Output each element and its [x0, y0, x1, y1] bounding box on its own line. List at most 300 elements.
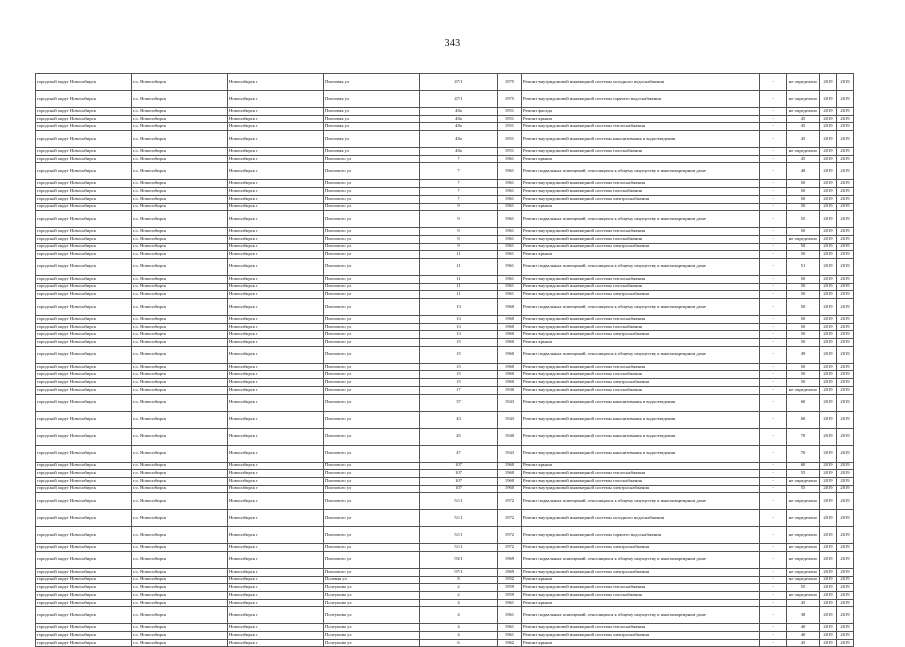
- start-year-cell: 2019: [820, 283, 837, 291]
- year-built-cell: 1972: [498, 510, 522, 527]
- dash-cell: -: [760, 131, 787, 148]
- municipal-district-cell: городской округ Новосибирск: [36, 195, 132, 203]
- municipal-district-cell: городской округ Новосибирск: [36, 470, 132, 478]
- street-cell: Пихтового ул: [324, 331, 420, 339]
- cost-cell: 70: [787, 428, 820, 445]
- start-year-cell: 2019: [820, 235, 837, 243]
- street-cell: Пихтовая ул: [324, 91, 420, 108]
- cost-cell: 55: [787, 470, 820, 478]
- table-row: [36, 379, 854, 387]
- house-number-cell: 51/1: [420, 510, 498, 527]
- settlement-cell: Новосибирск г: [228, 363, 324, 371]
- start-year-cell: 2019: [820, 371, 837, 379]
- house-number-cell: 45: [420, 428, 498, 445]
- settlement-cell: Новосибирск г: [228, 251, 324, 259]
- work-type-cell: Ремонт внутридомовой инженерной системы теплоснабжения: [522, 123, 760, 131]
- municipality-cell: г.о. Новосибирск: [132, 148, 228, 156]
- start-year-cell: 2019: [820, 275, 837, 283]
- municipal-district-cell: городской округ Новосибирск: [36, 275, 132, 283]
- house-number-cell: 51/1: [420, 527, 498, 544]
- street-cell: Пихтовая ул: [324, 123, 420, 131]
- dash-cell: -: [760, 188, 787, 196]
- table-row: [36, 115, 854, 123]
- municipality-cell: г.о. Новосибирск: [132, 188, 228, 196]
- cost-cell: 45: [787, 123, 820, 131]
- settlement-cell: Новосибирск г: [228, 243, 324, 251]
- start-year-cell: 2019: [820, 211, 837, 228]
- table-row: [36, 527, 854, 544]
- settlement-cell: Новосибирск г: [228, 211, 324, 228]
- start-year-cell: 2019: [820, 131, 837, 148]
- house-number-cell: 11: [420, 251, 498, 259]
- table-row: [36, 251, 854, 259]
- work-type-cell: Ремонт фасада: [522, 108, 760, 116]
- start-year-cell: 2019: [820, 607, 837, 624]
- municipality-cell: г.о. Новосибирск: [132, 155, 228, 163]
- cost-cell: 70: [787, 445, 820, 462]
- table-row: [36, 363, 854, 371]
- municipal-district-cell: городской округ Новосибирск: [36, 203, 132, 211]
- municipal-district-cell: городской округ Новосибирск: [36, 180, 132, 188]
- start-year-cell: 2019: [820, 584, 837, 592]
- house-number-cell: 48а: [420, 131, 498, 148]
- work-type-cell: Ремонт внутридомовой инженерной системы электроснабжения: [522, 331, 760, 339]
- year-built-cell: 1961: [498, 188, 522, 196]
- cost-cell: не определено: [787, 527, 820, 544]
- dash-cell: -: [760, 527, 787, 544]
- end-year-cell: 2019: [837, 331, 854, 339]
- dash-cell: -: [760, 331, 787, 339]
- house-number-cell: 47/1: [420, 74, 498, 91]
- settlement-cell: Новосибирск г: [228, 258, 324, 275]
- settlement-cell: Новосибирск г: [228, 445, 324, 462]
- house-number-cell: 51/1: [420, 493, 498, 510]
- cost-cell: 50: [787, 180, 820, 188]
- cost-cell: 50: [787, 331, 820, 339]
- settlement-cell: Новосибирск г: [228, 331, 324, 339]
- dash-cell: -: [760, 74, 787, 91]
- dash-cell: -: [760, 544, 787, 552]
- municipality-cell: г.о. Новосибирск: [132, 291, 228, 299]
- year-built-cell: 1961: [498, 291, 522, 299]
- municipality-cell: г.о. Новосибирск: [132, 339, 228, 347]
- end-year-cell: 2019: [837, 599, 854, 607]
- work-type-cell: Ремонт внутридомовой инженерной системы электроснабжения: [522, 243, 760, 251]
- cost-cell: не определено: [787, 91, 820, 108]
- year-built-cell: 1961: [498, 195, 522, 203]
- street-cell: Пихтового ул: [324, 527, 420, 544]
- cost-cell: 50: [787, 371, 820, 379]
- year-built-cell: 1960: [498, 323, 522, 331]
- start-year-cell: 2019: [820, 180, 837, 188]
- start-year-cell: 2019: [820, 632, 837, 640]
- cost-cell: не определено: [787, 510, 820, 527]
- work-type-cell: Ремонт внутридомовой инженерной системы горячего водоснабжения: [522, 527, 760, 544]
- start-year-cell: 2019: [820, 544, 837, 552]
- municipal-district-cell: городской округ Новосибирск: [36, 485, 132, 493]
- cost-cell: 50: [787, 299, 820, 316]
- municipal-district-cell: городской округ Новосибирск: [36, 243, 132, 251]
- start-year-cell: 2019: [820, 493, 837, 510]
- street-cell: Полтунова ул: [324, 584, 420, 592]
- municipal-district-cell: городской округ Новосибирск: [36, 445, 132, 462]
- dash-cell: -: [760, 258, 787, 275]
- house-number-cell: 47: [420, 445, 498, 462]
- year-built-cell: 1961: [498, 180, 522, 188]
- municipality-cell: г.о. Новосибирск: [132, 115, 228, 123]
- cost-cell: 45: [787, 599, 820, 607]
- cost-cell: 60: [787, 394, 820, 411]
- house-number-cell: 9: [420, 243, 498, 251]
- municipality-cell: г.о. Новосибирск: [132, 624, 228, 632]
- work-type-cell: Ремонт крыши: [522, 339, 760, 347]
- house-number-cell: 9: [420, 211, 498, 228]
- dash-cell: -: [760, 576, 787, 584]
- house-number-cell: 7: [420, 188, 498, 196]
- cost-cell: 60: [787, 411, 820, 428]
- municipality-cell: г.о. Новосибирск: [132, 299, 228, 316]
- house-number-cell: 93/1: [420, 551, 498, 568]
- cost-cell: не определено: [787, 568, 820, 576]
- year-built-cell: 1972: [498, 493, 522, 510]
- municipality-cell: г.о. Новосибирск: [132, 584, 228, 592]
- settlement-cell: Новосибирск г: [228, 339, 324, 347]
- house-number-cell: 11: [420, 258, 498, 275]
- street-cell: Пихтового ул: [324, 243, 420, 251]
- dash-cell: -: [760, 493, 787, 510]
- start-year-cell: 2019: [820, 527, 837, 544]
- municipality-cell: г.о. Новосибирск: [132, 108, 228, 116]
- work-type-cell: Ремонт внутридомовой инженерной системы электроснабжения: [522, 485, 760, 493]
- street-cell: Пихтового ул: [324, 299, 420, 316]
- cost-cell: 50: [787, 379, 820, 387]
- end-year-cell: 2019: [837, 211, 854, 228]
- start-year-cell: 2019: [820, 346, 837, 363]
- table-row: [36, 131, 854, 148]
- dash-cell: -: [760, 379, 787, 387]
- end-year-cell: 2019: [837, 74, 854, 91]
- end-year-cell: 2019: [837, 363, 854, 371]
- year-built-cell: 1972: [498, 544, 522, 552]
- municipality-cell: г.о. Новосибирск: [132, 123, 228, 131]
- work-type-cell: Ремонт внутридомовой инженерной системы электроснабжения: [522, 568, 760, 576]
- start-year-cell: 2019: [820, 228, 837, 236]
- dash-cell: -: [760, 163, 787, 180]
- table-row: [36, 291, 854, 299]
- work-type-cell: Ремонт внутридомовой инженерной системы теплоснабжения: [522, 180, 760, 188]
- table-row: [36, 211, 854, 228]
- cost-cell: 60: [787, 462, 820, 470]
- municipal-district-cell: городской округ Новосибирск: [36, 235, 132, 243]
- work-type-cell: Ремонт внутридомовой инженерной системы теплоснабжения: [522, 316, 760, 324]
- municipality-cell: г.о. Новосибирск: [132, 493, 228, 510]
- municipality-cell: г.о. Новосибирск: [132, 228, 228, 236]
- street-cell: Пихтового ул: [324, 323, 420, 331]
- start-year-cell: 2019: [820, 445, 837, 462]
- dash-cell: -: [760, 462, 787, 470]
- cost-cell: не определено: [787, 148, 820, 156]
- municipal-district-cell: городской округ Новосибирск: [36, 632, 132, 640]
- cost-cell: 45: [787, 131, 820, 148]
- house-number-cell: 9: [420, 228, 498, 236]
- cost-cell: 50: [787, 316, 820, 324]
- dash-cell: -: [760, 411, 787, 428]
- end-year-cell: 2019: [837, 243, 854, 251]
- house-number-cell: 17: [420, 386, 498, 394]
- dash-cell: -: [760, 108, 787, 116]
- municipal-district-cell: городской округ Новосибирск: [36, 477, 132, 485]
- end-year-cell: 2019: [837, 115, 854, 123]
- work-type-cell: Ремонт внутридомовой инженерной системы электроснабжения: [522, 544, 760, 552]
- year-built-cell: 1960: [498, 462, 522, 470]
- table-row: [36, 639, 854, 647]
- house-number-cell: 7: [420, 195, 498, 203]
- table-row: [36, 331, 854, 339]
- house-number-cell: 7: [420, 180, 498, 188]
- settlement-cell: Новосибирск г: [228, 624, 324, 632]
- start-year-cell: 2019: [820, 331, 837, 339]
- cost-cell: 50: [787, 243, 820, 251]
- start-year-cell: 2019: [820, 251, 837, 259]
- table-row: [36, 148, 854, 156]
- house-number-cell: 11: [420, 291, 498, 299]
- table-row: [36, 188, 854, 196]
- cost-cell: 45: [787, 115, 820, 123]
- settlement-cell: Новосибирск г: [228, 299, 324, 316]
- end-year-cell: 2019: [837, 485, 854, 493]
- end-year-cell: 2019: [837, 251, 854, 259]
- cost-cell: 50: [787, 291, 820, 299]
- settlement-cell: Новосибирск г: [228, 584, 324, 592]
- work-type-cell: Ремонт подвальных помещений, относящихся к общему имуществу в многоквартирном доме: [522, 299, 760, 316]
- dash-cell: -: [760, 346, 787, 363]
- municipality-cell: г.о. Новосибирск: [132, 394, 228, 411]
- cost-cell: 45: [787, 155, 820, 163]
- year-built-cell: 1959: [498, 584, 522, 592]
- settlement-cell: Новосибирск г: [228, 108, 324, 116]
- start-year-cell: 2019: [820, 195, 837, 203]
- house-number-cell: 48а: [420, 108, 498, 116]
- end-year-cell: 2019: [837, 428, 854, 445]
- street-cell: Полтунова ул: [324, 599, 420, 607]
- municipal-district-cell: городской округ Новосибирск: [36, 339, 132, 347]
- year-built-cell: 1960: [498, 299, 522, 316]
- start-year-cell: 2019: [820, 576, 837, 584]
- table-row: [36, 228, 854, 236]
- table-row: [36, 346, 854, 363]
- work-type-cell: Ремонт подвальных помещений, относящихся к общему имуществу в многоквартирном доме: [522, 493, 760, 510]
- table-row: [36, 493, 854, 510]
- end-year-cell: 2019: [837, 493, 854, 510]
- municipality-cell: г.о. Новосибирск: [132, 544, 228, 552]
- municipality-cell: г.о. Новосибирск: [132, 163, 228, 180]
- dash-cell: -: [760, 639, 787, 647]
- table-body: [36, 74, 854, 647]
- street-cell: Пихтового ул: [324, 339, 420, 347]
- start-year-cell: 2019: [820, 123, 837, 131]
- end-year-cell: 2019: [837, 148, 854, 156]
- house-number-cell: 47/1: [420, 91, 498, 108]
- dash-cell: -: [760, 299, 787, 316]
- year-built-cell: 1951: [498, 123, 522, 131]
- settlement-cell: Новосибирск г: [228, 283, 324, 291]
- table-row: [36, 243, 854, 251]
- street-cell: Пихтового ул: [324, 251, 420, 259]
- street-cell: Пихтовая ул: [324, 74, 420, 91]
- start-year-cell: 2019: [820, 599, 837, 607]
- work-type-cell: Ремонт внутридомовой инженерной системы электроснабжения: [522, 379, 760, 387]
- house-number-cell: 8: [420, 576, 498, 584]
- year-built-cell: 1960: [498, 371, 522, 379]
- year-built-cell: 1961: [498, 228, 522, 236]
- dash-cell: -: [760, 203, 787, 211]
- house-number-cell: 48а: [420, 148, 498, 156]
- end-year-cell: 2019: [837, 639, 854, 647]
- work-type-cell: Ремонт подвальных помещений, относящихся к общему имуществу в многоквартирном доме: [522, 346, 760, 363]
- year-built-cell: 1961: [498, 155, 522, 163]
- house-number-cell: 51/1: [420, 544, 498, 552]
- house-number-cell: 15: [420, 363, 498, 371]
- street-cell: Пихтовая ул: [324, 148, 420, 156]
- dash-cell: -: [760, 275, 787, 283]
- work-type-cell: Ремонт внутридомовой инженерной системы электроснабжения: [522, 632, 760, 640]
- table-row: [36, 510, 854, 527]
- municipal-district-cell: городской округ Новосибирск: [36, 155, 132, 163]
- street-cell: Пихтового ул: [324, 203, 420, 211]
- municipal-district-cell: городской округ Новосибирск: [36, 74, 132, 91]
- start-year-cell: 2019: [820, 108, 837, 116]
- dash-cell: -: [760, 115, 787, 123]
- year-built-cell: 1961: [498, 203, 522, 211]
- house-number-cell: 7: [420, 163, 498, 180]
- municipal-district-cell: городской округ Новосибирск: [36, 607, 132, 624]
- street-cell: Пихтового ул: [324, 379, 420, 387]
- table-row: [36, 599, 854, 607]
- municipal-district-cell: городской округ Новосибирск: [36, 163, 132, 180]
- settlement-cell: Новосибирск г: [228, 477, 324, 485]
- house-number-cell: 4: [420, 624, 498, 632]
- municipality-cell: г.о. Новосибирск: [132, 470, 228, 478]
- settlement-cell: Новосибирск г: [228, 148, 324, 156]
- municipal-district-cell: городской округ Новосибирск: [36, 228, 132, 236]
- street-cell: Пихтового ул: [324, 411, 420, 428]
- table-row: [36, 544, 854, 552]
- municipal-district-cell: городской округ Новосибирск: [36, 386, 132, 394]
- street-cell: Пихтового ул: [324, 316, 420, 324]
- municipal-district-cell: городской округ Новосибирск: [36, 624, 132, 632]
- dash-cell: -: [760, 123, 787, 131]
- end-year-cell: 2019: [837, 394, 854, 411]
- municipal-district-cell: городской округ Новосибирск: [36, 291, 132, 299]
- table-row: [36, 275, 854, 283]
- dash-cell: -: [760, 211, 787, 228]
- municipality-cell: г.о. Новосибирск: [132, 316, 228, 324]
- cost-cell: не определено: [787, 592, 820, 600]
- settlement-cell: Новосибирск г: [228, 163, 324, 180]
- work-type-cell: Ремонт крыши: [522, 155, 760, 163]
- table-row: [36, 624, 854, 632]
- street-cell: Пихтового ул: [324, 363, 420, 371]
- street-cell: Пихтового ул: [324, 228, 420, 236]
- end-year-cell: 2019: [837, 123, 854, 131]
- year-built-cell: 1961: [498, 624, 522, 632]
- dash-cell: -: [760, 228, 787, 236]
- street-cell: Пихтового ул: [324, 493, 420, 510]
- house-number-cell: 37: [420, 394, 498, 411]
- street-cell: Пихтового ул: [324, 470, 420, 478]
- street-cell: Пихтового ул: [324, 195, 420, 203]
- house-number-cell: 15: [420, 379, 498, 387]
- municipal-district-cell: городской округ Новосибирск: [36, 568, 132, 576]
- street-cell: Пихтового ул: [324, 291, 420, 299]
- dash-cell: -: [760, 243, 787, 251]
- house-number-cell: 7: [420, 155, 498, 163]
- settlement-cell: Новосибирск г: [228, 115, 324, 123]
- end-year-cell: 2019: [837, 258, 854, 275]
- dash-cell: -: [760, 323, 787, 331]
- end-year-cell: 2019: [837, 592, 854, 600]
- house-number-cell: 48а: [420, 123, 498, 131]
- municipality-cell: г.о. Новосибирск: [132, 275, 228, 283]
- end-year-cell: 2019: [837, 283, 854, 291]
- table-row: [36, 299, 854, 316]
- cost-cell: 51: [787, 258, 820, 275]
- table-row: [36, 551, 854, 568]
- street-cell: Пихтового ул: [324, 386, 420, 394]
- municipal-district-cell: городской округ Новосибирск: [36, 299, 132, 316]
- cost-cell: 50: [787, 195, 820, 203]
- table-row: [36, 371, 854, 379]
- work-type-cell: Ремонт подвальных помещений, относящихся к общему имуществу в многоквартирном доме: [522, 607, 760, 624]
- settlement-cell: Новосибирск г: [228, 91, 324, 108]
- settlement-cell: Новосибирск г: [228, 379, 324, 387]
- cost-cell: 50: [787, 203, 820, 211]
- cost-cell: 50: [787, 188, 820, 196]
- dash-cell: -: [760, 339, 787, 347]
- settlement-cell: Новосибирск г: [228, 386, 324, 394]
- municipal-district-cell: городской округ Новосибирск: [36, 131, 132, 148]
- street-cell: Пихтового ул: [324, 477, 420, 485]
- settlement-cell: Новосибирск г: [228, 316, 324, 324]
- dash-cell: -: [760, 428, 787, 445]
- work-type-cell: Ремонт внутридомовой инженерной системы канализования и водоотведения: [522, 445, 760, 462]
- municipality-cell: г.о. Новосибирск: [132, 258, 228, 275]
- end-year-cell: 2019: [837, 91, 854, 108]
- street-cell: Пихтового ул: [324, 428, 420, 445]
- municipal-district-cell: городской округ Новосибирск: [36, 379, 132, 387]
- year-built-cell: 1960: [498, 331, 522, 339]
- settlement-cell: Новосибирск г: [228, 323, 324, 331]
- house-number-cell: 43: [420, 411, 498, 428]
- dash-cell: -: [760, 624, 787, 632]
- settlement-cell: Новосибирск г: [228, 551, 324, 568]
- end-year-cell: 2019: [837, 551, 854, 568]
- dash-cell: -: [760, 394, 787, 411]
- settlement-cell: Новосибирск г: [228, 235, 324, 243]
- cost-cell: не определено: [787, 544, 820, 552]
- street-cell: Пихтового ул: [324, 485, 420, 493]
- end-year-cell: 2019: [837, 323, 854, 331]
- street-cell: Полевая ул: [324, 576, 420, 584]
- cost-cell: 38: [787, 607, 820, 624]
- cost-cell: 50: [787, 251, 820, 259]
- municipality-cell: г.о. Новосибирск: [132, 331, 228, 339]
- table-row: [36, 123, 854, 131]
- street-cell: Пихтового ул: [324, 163, 420, 180]
- end-year-cell: 2019: [837, 379, 854, 387]
- municipal-district-cell: городской округ Новосибирск: [36, 331, 132, 339]
- year-built-cell: 1961: [498, 632, 522, 640]
